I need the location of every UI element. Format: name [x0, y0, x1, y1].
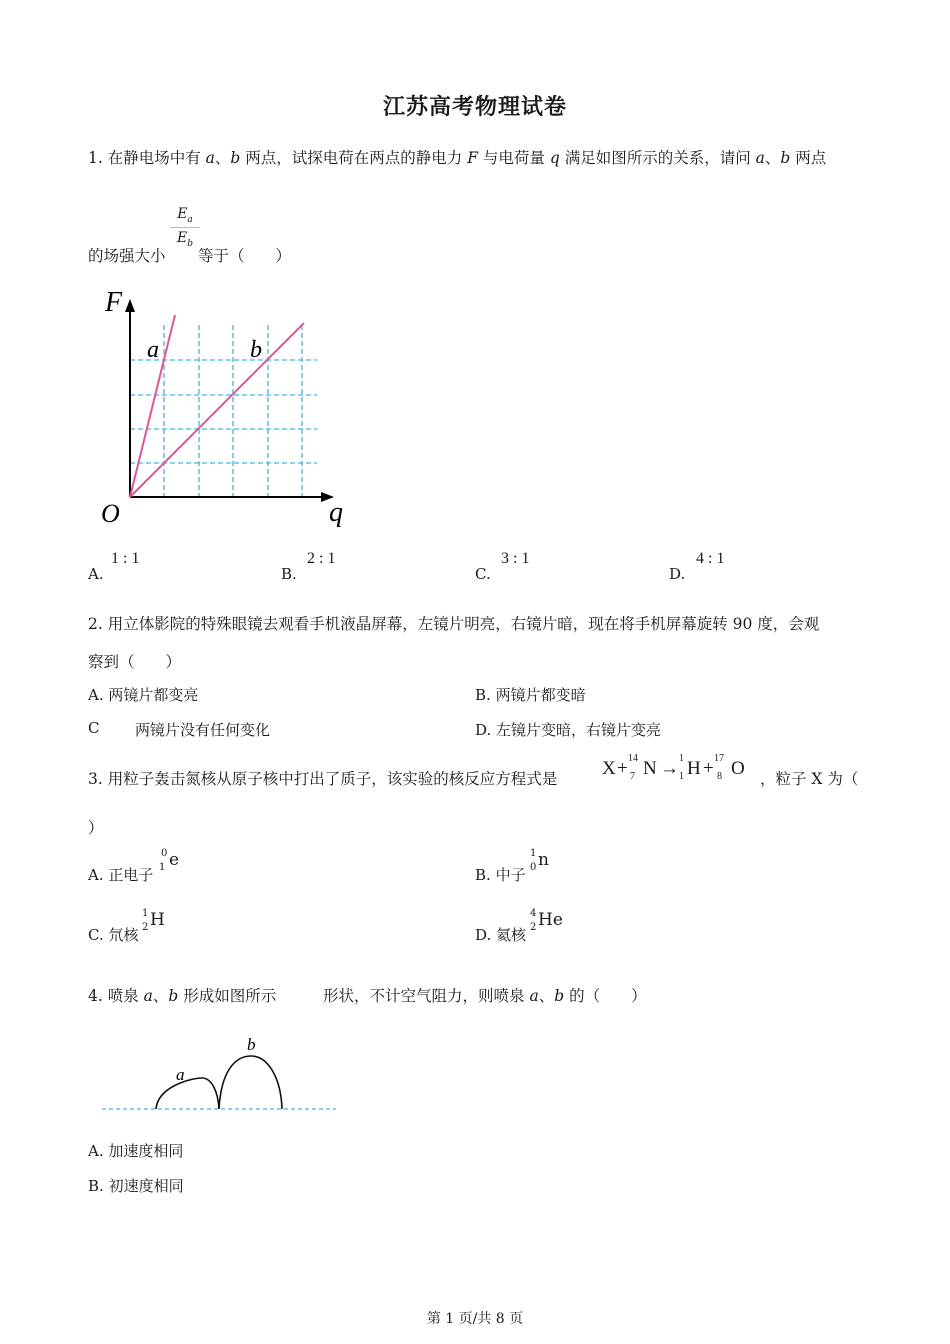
q4-option-b [88, 1175, 184, 1196]
q1-text: 两点，试探电荷在两点的静电力 [240, 149, 468, 167]
q4-text: 、 [538, 987, 555, 1005]
q3-stem-line1-start: 3. 用粒子轰击氮核从原子核中打出了质子，该实验的核反应方程式是 [88, 770, 558, 788]
q1-text: 两点 [790, 149, 827, 167]
q2-stem-line1: 2. 用立体影院的特殊眼镜去观看手机液晶屏幕，左镜片明亮，右镜片暗，现在将手机屏幕旋转 90 度，会观 [88, 615, 820, 633]
q1-stem-line1 [88, 146, 826, 168]
n-mass-number: 14 [628, 753, 638, 764]
q1-option-d-letter: D. [669, 565, 686, 583]
q1-text: 、 [764, 149, 781, 167]
h-mass-number: 1 [679, 753, 684, 764]
q1-var-f: F [467, 149, 478, 167]
page-title: 江苏高考物理试卷 [382, 94, 567, 120]
equation-o: O [731, 758, 745, 779]
nuclide-number: 2 [530, 922, 537, 933]
q1-option-b-value: 2 : 1 [307, 550, 336, 567]
o-mass-number: 17 [714, 753, 724, 764]
page-footer: 第 1 页/共 8 页 [426, 1311, 524, 1327]
y-axis-arrow [125, 299, 135, 312]
q3-nuclear-equation [600, 748, 760, 784]
fountain-a-label: a [176, 1065, 185, 1084]
q1-stem-line2-end: 等于（ ） [198, 247, 292, 265]
option-letter: A. [88, 866, 104, 884]
nuclide-symbol: e [169, 850, 180, 870]
denominator-e: E [177, 229, 188, 246]
q4-text: 形成如图所示 [178, 987, 277, 1005]
option-text: 中子 [495, 866, 526, 884]
o-atomic-number: 8 [717, 771, 722, 782]
q4-text: 形状，不计空气阻力，则喷泉 [323, 987, 530, 1005]
equation-x: X [602, 758, 616, 779]
line-b-label: b [250, 337, 262, 363]
x-axis-label: q [329, 497, 343, 528]
q4-stem-part1 [88, 984, 276, 1006]
q2-option-b [475, 684, 586, 705]
equation-h: H [687, 758, 701, 779]
q4-var-a: a [529, 987, 539, 1005]
q3-option-a-text [88, 864, 153, 885]
numerator-sub: a [187, 214, 193, 225]
nuclide-number: 1 [159, 862, 166, 873]
option-letter: A. [88, 686, 104, 704]
n-atomic-number: 7 [630, 771, 635, 782]
q3-option-d-text [475, 924, 526, 945]
nuclide-mass: 1 [142, 908, 149, 919]
q3-option-c-nuclide [140, 906, 170, 936]
nuclide-mass: 0 [161, 848, 168, 859]
q1-text: 满足如图所示的关系，请问 [559, 149, 756, 167]
q1-var-b: b [230, 149, 241, 167]
option-letter: B. [88, 1177, 104, 1195]
q1-stem-line2-start: 的场强大小 [88, 247, 166, 265]
q4-var-a: a [143, 987, 153, 1005]
nuclide-mass: 4 [530, 908, 537, 919]
q1-text: 1. 在静电场中有 [88, 149, 206, 167]
q1-var-a: a [205, 149, 215, 167]
q1-text: 、 [214, 149, 231, 167]
fraction-numerator [170, 206, 200, 228]
option-letter: D. [475, 721, 492, 739]
q2-option-d [475, 719, 661, 740]
option-text: 氦核 [496, 926, 527, 944]
q4-var-b: b [168, 987, 179, 1005]
equation-plus: + [617, 758, 628, 779]
equation-arrow: → [660, 758, 679, 779]
q4-text: 的（ ） [564, 987, 647, 1005]
option-letter: C. [88, 926, 104, 944]
denominator-sub: b [187, 238, 193, 249]
h-atomic-number: 1 [679, 771, 684, 782]
origin-label: O [101, 499, 120, 528]
q3-option-c-text [88, 924, 139, 945]
q1-var-a: a [755, 149, 765, 167]
nuclide-number: 2 [142, 922, 149, 933]
nuclide-symbol: H [150, 910, 165, 930]
fountain-b-label: b [247, 1035, 256, 1054]
option-text: 左镜片变暗，右镜片变亮 [496, 721, 662, 739]
q1-option-d-value: 4 : 1 [696, 550, 725, 567]
option-letter: A. [88, 1142, 104, 1160]
option-text: 氘核 [108, 926, 139, 944]
option-text: 正电子 [108, 866, 154, 884]
q3-stem-line2: ） [88, 819, 104, 837]
nuclide-mass: 1 [530, 848, 537, 859]
q2-stem-line2: 察到（ ） [88, 653, 182, 671]
q1-text: 与电荷量 [477, 149, 550, 167]
q1-option-c-letter: C. [475, 565, 491, 583]
q1-var-q: q [549, 149, 560, 167]
q1-option-a-value: 1 : 1 [111, 550, 140, 567]
option-text: 两镜片都变亮 [108, 686, 199, 704]
q1-var-b: b [780, 149, 791, 167]
q1-f-q-graph [95, 285, 365, 530]
nuclide-number: 0 [530, 862, 537, 873]
q3-option-b-text [475, 864, 526, 885]
q1-option-a-letter: A. [88, 565, 104, 583]
q1-option-b-letter: B. [281, 565, 297, 583]
q2-option-c-text: 两镜片没有任何变化 [135, 721, 271, 739]
option-text: 初速度相同 [108, 1177, 184, 1195]
option-text: 加速度相同 [108, 1142, 184, 1160]
option-letter: B. [475, 866, 491, 884]
q3-stem-line1-end: ，粒子 X 为（ [760, 770, 859, 788]
q1-option-c-value: 3 : 1 [501, 550, 530, 567]
q4-var-b: b [554, 987, 565, 1005]
q4-option-a [88, 1140, 183, 1161]
q4-stem-part2 [323, 984, 647, 1006]
option-text: 两镜片都变暗 [495, 686, 586, 704]
q4-text: 4. 喷泉 [88, 987, 144, 1005]
q4-fountain-figure [100, 1028, 340, 1118]
equation-n: N [643, 758, 657, 779]
y-axis-label: F [105, 287, 123, 318]
q2-option-c-letter: C [88, 719, 100, 737]
q3-option-a-nuclide [157, 846, 187, 876]
q3-option-d-nuclide [528, 906, 568, 936]
option-letter: D. [475, 926, 492, 944]
fountain-b-arc [219, 1056, 282, 1109]
q2-option-a [88, 684, 198, 705]
option-letter: B. [475, 686, 491, 704]
equation-plus: + [703, 758, 714, 779]
q3-option-b-nuclide [528, 846, 558, 876]
fountain-a-arc [156, 1078, 219, 1109]
nuclide-symbol: n [538, 850, 549, 870]
line-a-label: a [147, 337, 159, 363]
fraction-denominator [170, 228, 200, 249]
q1-fraction [170, 206, 200, 249]
numerator-e: E [177, 206, 188, 222]
nuclide-symbol: He [538, 910, 563, 930]
q4-text: 、 [152, 987, 169, 1005]
